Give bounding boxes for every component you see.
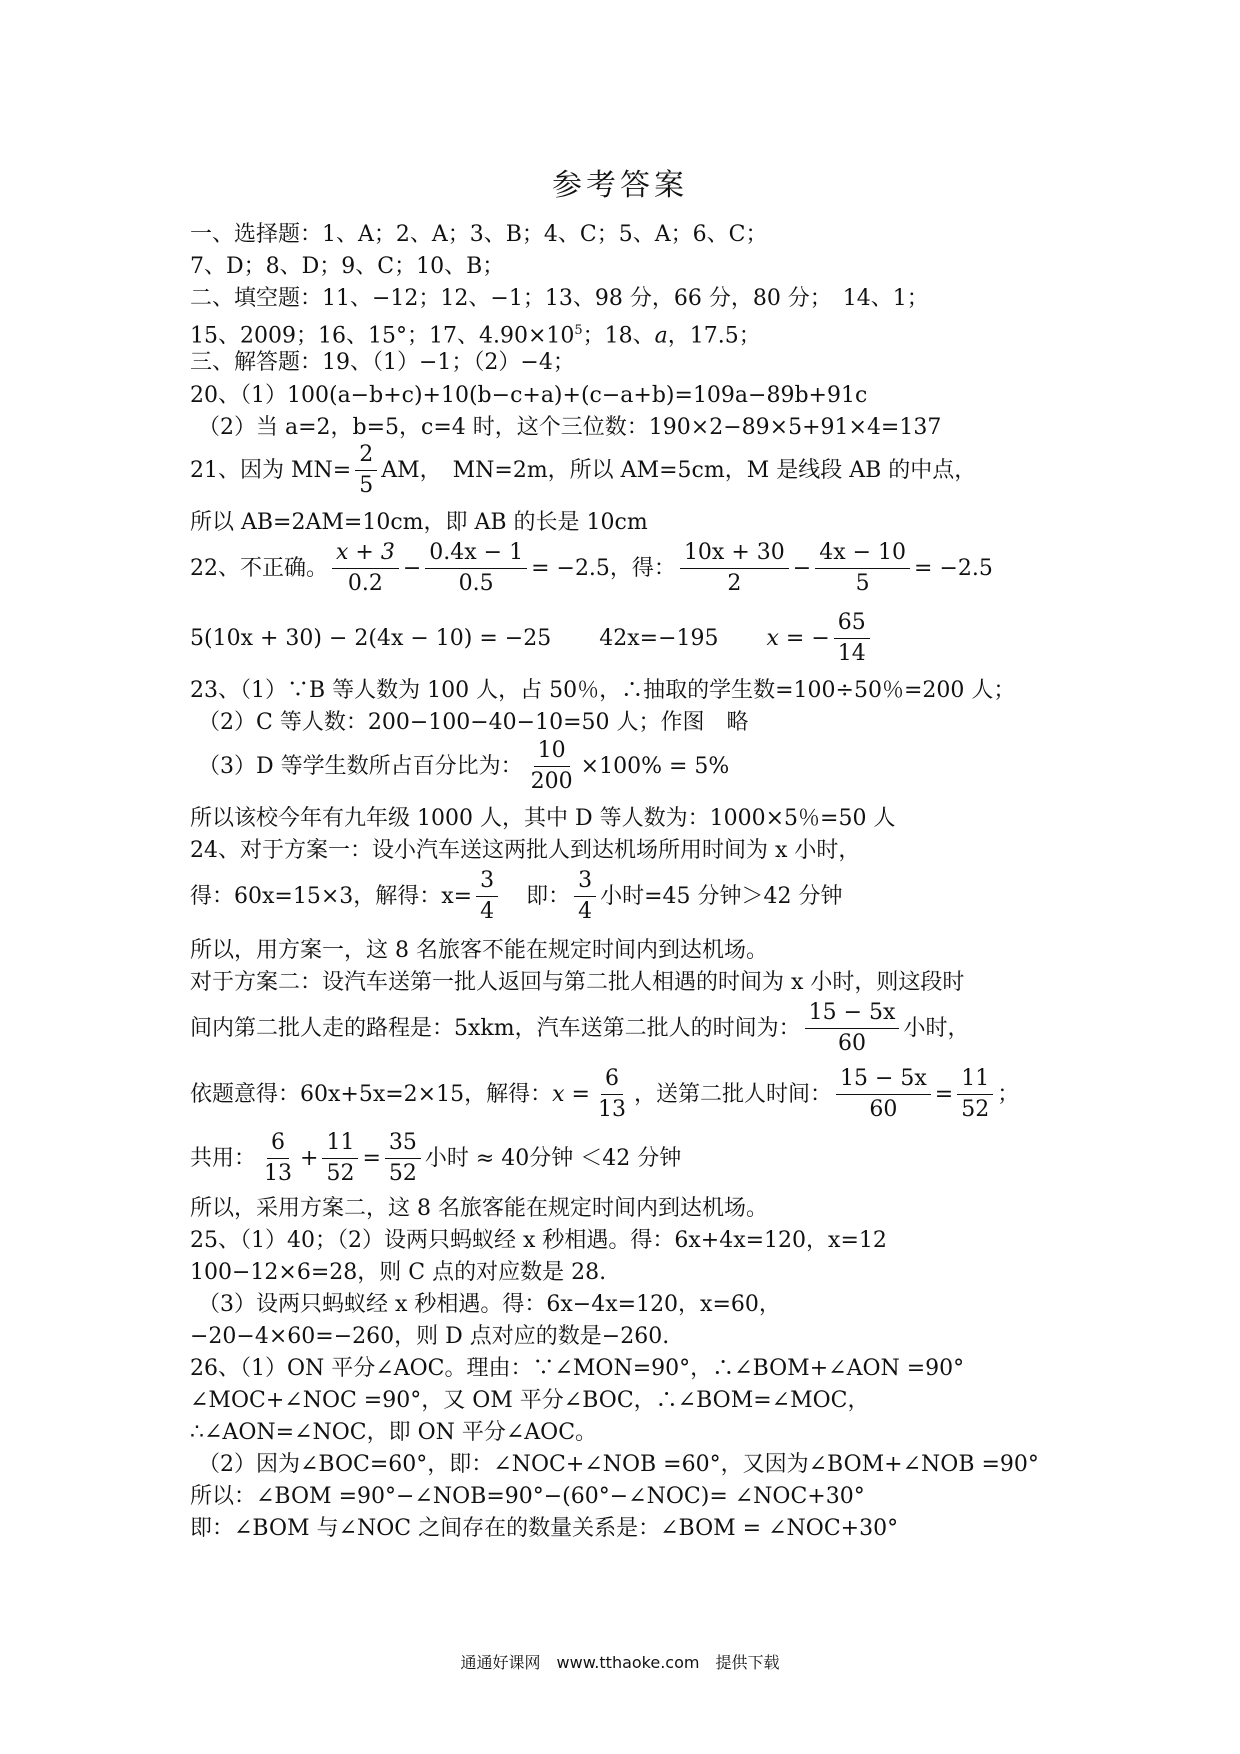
q26-line-4: （2）因为∠BOC=60°，即：∠NOC+∠NOB =60°，又因为∠BOM+∠NOB =90°: [198, 1452, 1039, 1477]
denominator: 5: [359, 473, 374, 498]
fraction: [527, 738, 577, 795]
q24-x-eq: x =: [552, 1081, 590, 1107]
denominator: 5: [855, 571, 870, 596]
q26-line-3: ∴∠AON=∠NOC，即 ON 平分∠AOC。: [190, 1420, 598, 1445]
fraction: [425, 540, 527, 597]
q20-line-1: 20、（1）100(a−b+c)+10(b−c+a)+(c−a+b)=109a−89b+91c: [190, 383, 868, 408]
numerator: 10x + 30: [680, 540, 789, 569]
equals-sign: =: [362, 1145, 381, 1171]
numerator: 35: [385, 1130, 421, 1159]
denominator: 14: [837, 641, 866, 666]
q23-line-2: （2）C 等人数：200−100−40−10=50 人；作图 略: [198, 710, 749, 735]
q21-line-2: 所以 AB=2AM=10cm，即 AB 的长是 10cm: [190, 510, 648, 535]
q26-line-5: 所以：∠BOM =90°−∠NOB=90°−(60°−∠NOC)= ∠NOC+30°: [190, 1484, 865, 1509]
fill-text-a: 15、2009；16、15°；17、4.90×10: [190, 323, 575, 349]
solve-answers-line: 三、解答题：19、（1）−1；（2）−4；: [190, 350, 575, 375]
q22-eq2: = −2.5: [914, 555, 993, 581]
numerator: 2: [355, 442, 377, 471]
q24-line-7: [190, 1130, 681, 1187]
fraction: [355, 442, 377, 499]
fraction: [834, 610, 870, 667]
q21-post: AM， MN=2m，所以 AM=5cm，M 是线段 AB 的中点，: [381, 457, 977, 483]
q24-total-result: 小时 ≈ 40分钟 ＜42 分钟: [424, 1145, 682, 1171]
fraction: [957, 1066, 993, 1123]
denominator: 52: [388, 1161, 417, 1186]
q21-line-1: [190, 442, 976, 499]
q21-pre: 21、因为 MN=: [190, 457, 352, 483]
q22-step-1: 5(10x + 30) − 2(4x − 10) = −25: [190, 625, 552, 651]
q22-line-1: [190, 540, 993, 597]
denominator: 0.5: [458, 571, 494, 596]
fraction: [805, 1000, 900, 1057]
q24-line-2: [190, 868, 843, 925]
plus-sign: +: [300, 1145, 319, 1171]
q26-line-1: 26、（1）ON 平分∠AOC。理由：∵∠MON=90°，∴∠BOM+∠AON =90°: [190, 1356, 965, 1381]
fill-var-a: a: [654, 323, 668, 349]
q25-line-3: （3）设两只蚂蚁经 x 秒相遇。得：6x−4x=120，x=60，: [198, 1292, 781, 1317]
q25-line-1: 25、（1）40；（2）设两只蚂蚁经 x 秒相遇。得：6x+4x=120，x=12: [190, 1228, 887, 1253]
numerator: 15 − 5x: [805, 1000, 900, 1029]
q23-line-3: [198, 738, 729, 795]
minus-sign: −: [792, 555, 812, 581]
q24-line-1: 24、对于方案一：设小汽车送这两批人到达机场所用时间为 x 小时，: [190, 838, 861, 863]
numerator: x + 3: [332, 540, 399, 569]
q22-step-3: x = −: [766, 625, 830, 651]
q24-line-4: 对于方案二：设汽车送第一批人返回与第二批人相遇的时间为 x 小时，则这段时: [190, 970, 965, 995]
q24-total: 共用：: [190, 1145, 257, 1171]
mc-answers-line-2: 7、D；8、D；9、C；10、B；: [190, 254, 505, 279]
denominator: 4: [480, 899, 495, 924]
q23-line-1: 23、（1）∵B 等人数为 100 人，占 50％，∴抽取的学生数=100÷50％=200 人；: [190, 678, 1016, 703]
fill-answers-line-2: [190, 318, 761, 349]
minus-sign: −: [402, 555, 422, 581]
q23-line-4: 所以该校今年有九年级 1000 人，其中 D 等人数为：1000×5％=50 人: [190, 806, 896, 831]
denominator: 60: [869, 1097, 898, 1122]
fraction: [476, 868, 498, 925]
q24-line-6: [190, 1066, 1019, 1123]
numerator: 65: [834, 610, 870, 639]
semicolon: ；: [997, 1081, 1020, 1107]
q20-line-2: （2）当 a=2，b=5，c=4 时，这个三位数：190×2−89×5+91×4=137: [198, 415, 942, 440]
equals-sign: =: [934, 1081, 954, 1107]
fraction: [680, 540, 789, 597]
numerator: 4x − 10: [815, 540, 910, 569]
q23-pre: （3）D 等学生数所占百分比为：: [198, 753, 523, 779]
exponent: 5: [574, 323, 583, 338]
q24-second-time: ，送第二批人时间：: [633, 1081, 832, 1107]
fraction: [332, 540, 399, 597]
numerator: 0.4x − 1: [425, 540, 527, 569]
q24-compare: 小时=45 分钟＞42 分钟: [600, 883, 843, 909]
q24-solve: 得：60x=15×3，解得：x=: [190, 883, 473, 909]
page-title: 参考答案: [552, 168, 688, 203]
fraction: [574, 868, 596, 925]
numerator: 6: [601, 1066, 623, 1095]
denominator: 52: [961, 1097, 990, 1122]
q24-that-is: 即：: [526, 883, 571, 909]
fill-text-d: ，17.5；: [667, 323, 761, 349]
numerator: 6: [267, 1130, 289, 1159]
fraction: [322, 1130, 358, 1187]
denominator: 52: [326, 1161, 355, 1186]
q25-line-2: 100−12×6=28，则 C 点的对应数是 28.: [190, 1260, 607, 1285]
denominator: 60: [838, 1031, 867, 1056]
numerator: 11: [957, 1066, 993, 1095]
q23-post: ×100% = 5%: [580, 753, 730, 779]
fraction: [385, 1130, 421, 1187]
footer-source: 通通好课网 www.tthaoke.com 提供下载: [460, 1653, 780, 1672]
q24-line-8: 所以，采用方案二，这 8 名旅客能在规定时间内到达机场。: [190, 1196, 768, 1221]
q24-distance: 间内第二批人走的路程是：5xkm，汽车送第二批人的时间为：: [190, 1015, 801, 1041]
q24-line-5: [190, 1000, 969, 1057]
mc-answers-line-1: 一、选择题：1、A；2、A；3、B；4、C；5、A；6、C；: [190, 222, 768, 247]
numerator: 15 − 5x: [836, 1066, 931, 1095]
denominator: 200: [530, 769, 573, 794]
fraction: [260, 1130, 296, 1187]
q22-step-2: 42x=−195: [599, 625, 719, 651]
denominator: 2: [727, 571, 742, 596]
fraction: [594, 1066, 630, 1123]
q24-equation: 依题意得：60x+5x=2×15，解得：: [190, 1081, 553, 1107]
fill-text-b: ；18、: [582, 323, 655, 349]
denominator: 13: [264, 1161, 293, 1186]
q25-line-4: −20−4×60=−260，则 D 点对应的数是−260.: [190, 1324, 670, 1349]
denominator: 0.2: [347, 571, 383, 596]
fraction: [815, 540, 910, 597]
q24-line-3: 所以，用方案一，这 8 名旅客不能在规定时间内到达机场。: [190, 938, 768, 963]
q24-hours: 小时，: [903, 1015, 970, 1041]
fill-answers-line-1: 二、填空题：11、−12；12、−1；13、98 分，66 分，80 分； 14、1；: [190, 286, 929, 311]
q22-pre: 22、不正确。: [190, 555, 328, 581]
denominator: 4: [578, 899, 593, 924]
numerator: 3: [574, 868, 596, 897]
denominator: 13: [597, 1097, 626, 1122]
numerator: 10: [534, 738, 570, 767]
q22-line-2: [190, 610, 874, 667]
numerator: 11: [322, 1130, 358, 1159]
q22-eq1: = −2.5，得：: [531, 555, 676, 581]
q26-line-6: 即：∠BOM 与∠NOC 之间存在的数量关系是：∠BOM = ∠NOC+30°: [190, 1516, 899, 1541]
q26-line-2: ∠MOC+∠NOC =90°，又 OM 平分∠BOC，∴∠BOM=∠MOC，: [190, 1388, 870, 1413]
fraction: [836, 1066, 931, 1123]
numerator: 3: [476, 868, 498, 897]
